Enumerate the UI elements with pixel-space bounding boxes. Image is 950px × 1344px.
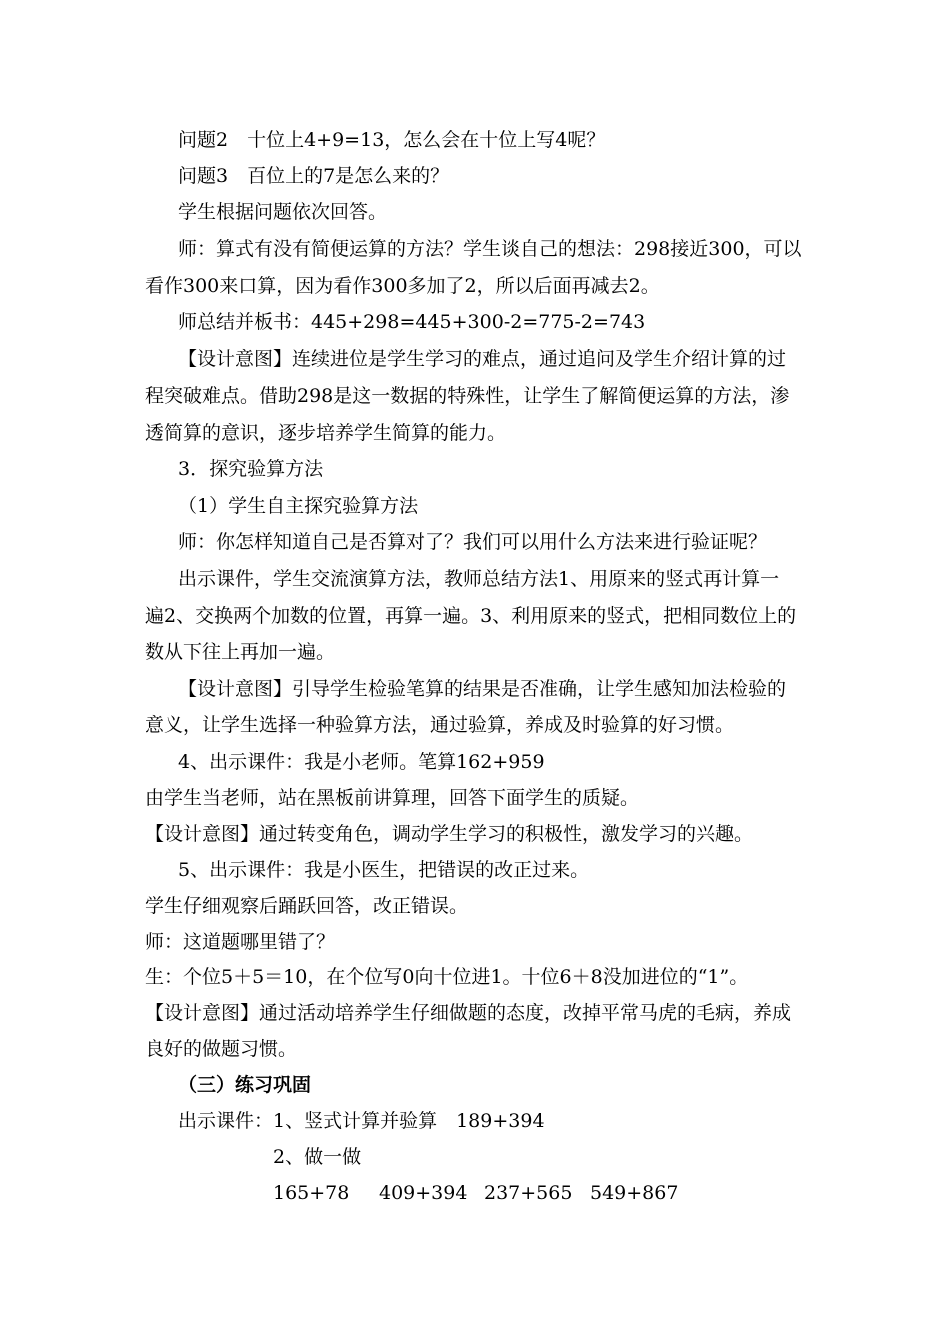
question-2: 问题2 十位上4+9=13，怎么会在十位上写4呢？ <box>178 129 606 151</box>
paragraph: 5、出示课件：我是小医生，把错误的改正过来。 <box>178 859 590 881</box>
design-intent: 意义，让学生选择一种验算方法，通过验算，养成及时验算的好习惯。 <box>145 714 735 736</box>
design-intent: 【设计意图】通过活动培养学生仔细做题的态度，改掉平常马虎的毛病，养成 <box>145 1002 792 1024</box>
paragraph: 师总结并板书：445+298=445+300-2=775-2=743 <box>178 311 646 333</box>
exercise-item: 237+565 <box>484 1182 573 1204</box>
section-heading: 3．探究验算方法 <box>178 458 324 480</box>
exercise-intro: 出示课件：1、竖式计算并验算 189+394 <box>178 1110 545 1132</box>
design-intent: 良好的做题习惯。 <box>145 1038 298 1060</box>
paragraph: 由学生当老师，站在黑板前讲算理，回答下面学生的质疑。 <box>145 787 640 809</box>
paragraph: 出示课件，学生交流演算方法，教师总结方法1、用原来的竖式再计算一 <box>178 568 780 590</box>
exercise-item: 409+394 <box>379 1182 468 1204</box>
exercise-subheading: 2、做一做 <box>273 1146 362 1168</box>
paragraph: 师：算式有没有简便运算的方法？学生谈自己的想法：298接近300，可以 <box>178 238 802 260</box>
paragraph: 学生根据问题依次回答。 <box>178 201 388 223</box>
paragraph: 看作300来口算，因为看作300多加了2，所以后面再减去2。 <box>145 275 660 297</box>
question-3: 问题3 百位上的7是怎么来的？ <box>178 165 450 187</box>
design-intent: 程突破难点。借助298是这一数据的特殊性，让学生了解简便运算的方法，渗 <box>145 385 790 407</box>
exercise-item: 165+78 <box>273 1182 350 1204</box>
paragraph: 生：个位5＋5＝10，在个位写0向十位进1。十位6＋8没加进位的“1”。 <box>145 966 749 988</box>
design-intent: 【设计意图】通过转变角色，调动学生学习的积极性，激发学习的兴趣。 <box>145 823 754 845</box>
design-intent: 透简算的意识，逐步培养学生简算的能力。 <box>145 422 507 444</box>
section-heading: （三）练习巩固 <box>178 1074 312 1096</box>
paragraph: 师：这道题哪里错了？ <box>145 931 336 953</box>
paragraph: 遍2、交换两个加数的位置，再算一遍。3、利用原来的竖式，把相同数位上的 <box>145 605 797 627</box>
design-intent: 【设计意图】连续进位是学生学习的难点，通过追问及学生介绍计算的过 <box>178 348 787 370</box>
paragraph: 学生仔细观察后踊跃回答，改正错误。 <box>145 895 469 917</box>
paragraph: 师：你怎样知道自己是否算对了？我们可以用什么方法来进行验证呢？ <box>178 531 768 553</box>
paragraph: 数从下往上再加一遍。 <box>145 641 336 663</box>
subsection-heading: （1）学生自主探究验算方法 <box>178 495 419 517</box>
paragraph: 4、出示课件：我是小老师。笔算162+959 <box>178 751 545 773</box>
exercise-item: 549+867 <box>590 1182 679 1204</box>
design-intent: 【设计意图】引导学生检验笔算的结果是否准确，让学生感知加法检验的 <box>178 678 787 700</box>
